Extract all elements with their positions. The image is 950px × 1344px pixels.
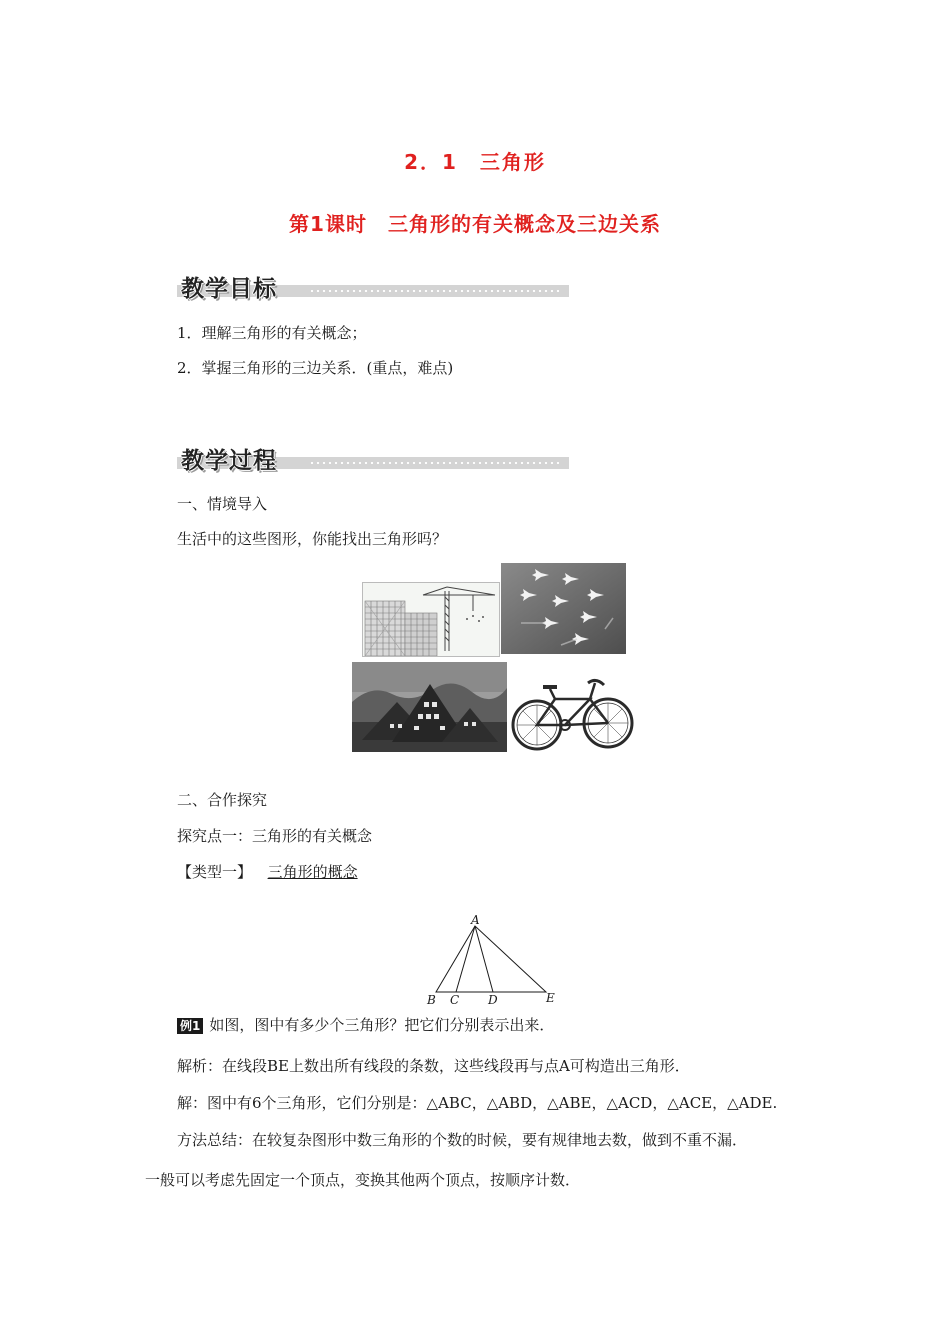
example-solution: 解：图中有6个三角形，它们分别是：△ABC，△ABD，△ABE，△ACD，△ACE，△ADE. — [177, 1094, 778, 1112]
type-line — [177, 862, 358, 882]
objectives-banner — [177, 270, 569, 300]
crane-building-photo — [362, 582, 500, 657]
objectives-banner-label: 教学目标 — [181, 276, 277, 302]
label-c: C — [450, 993, 460, 1007]
method-summary-line-2: 一般可以考虑先固定一个顶点，变换其他两个顶点，按顺序计数． — [145, 1171, 581, 1189]
lesson-title: 第1课时 三角形的有关概念及三边关系 — [289, 212, 661, 236]
segment-ad — [475, 926, 493, 992]
process-banner-label: 教学过程 — [181, 448, 277, 474]
section-title: 2．1 三角形 — [404, 150, 546, 174]
label-a: A — [471, 913, 480, 927]
objective-item-1: 1．理解三角形的有关概念； — [177, 324, 367, 342]
bicycle-photo — [510, 669, 638, 754]
example-badge: 例1 — [177, 1018, 203, 1034]
part1-heading: 一、情境导入 — [177, 495, 268, 513]
airplane-formation-photo — [501, 563, 626, 654]
explore-point-1: 探究点一：三角形的有关概念 — [177, 827, 373, 845]
process-banner — [177, 442, 569, 472]
triangle-figure — [420, 912, 565, 1012]
segment-ac — [456, 926, 475, 992]
example-question: 如图，图中有多少个三角形？把它们分别表示出来． — [209, 1016, 555, 1034]
label-b: B — [427, 993, 436, 1007]
example-question-line — [177, 1015, 554, 1035]
example-analysis: 解析：在线段BE上数出所有线段的条数，这些线段再与点A可构造出三角形． — [177, 1057, 690, 1075]
label-e: E — [546, 991, 555, 1005]
part1-question: 生活中的这些图形，你能找出三角形吗？ — [177, 530, 448, 548]
label-d: D — [488, 993, 498, 1007]
type-tag: 【类型一】 — [177, 863, 253, 881]
type-name: 三角形的概念 — [267, 863, 358, 881]
thatched-house-photo — [352, 662, 507, 752]
triangle-abe — [436, 926, 546, 992]
part2-heading: 二、合作探究 — [177, 791, 268, 809]
method-summary-line-1: 方法总结：在较复杂图形中数三角形的个数的时候，要有规律地去数，做到不重不漏． — [177, 1131, 748, 1149]
objective-item-2: 2．掌握三角形的三边关系．(重点，难点) — [177, 359, 454, 377]
